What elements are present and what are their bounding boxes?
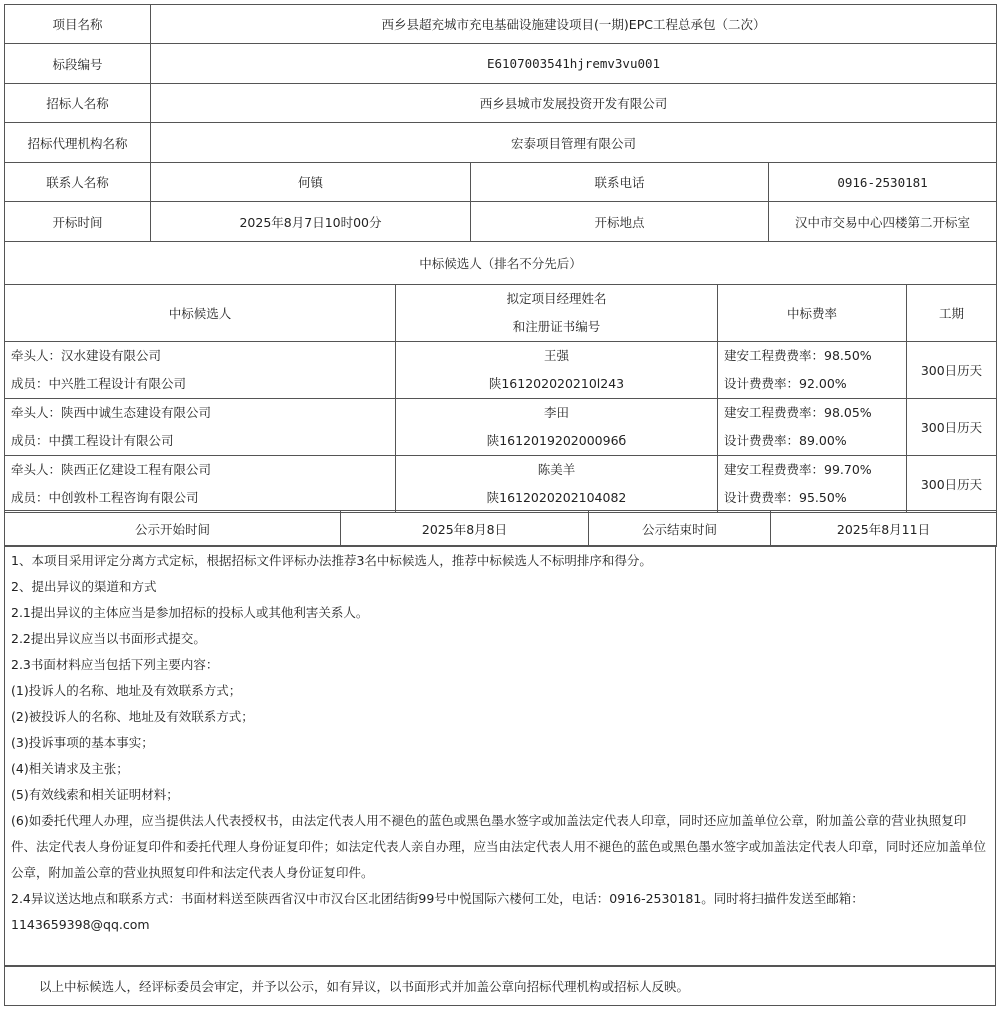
rate-cell xyxy=(718,399,907,456)
header-candidate: 中标候选人 xyxy=(5,285,396,342)
rate-design: 设计费费率：92.00% xyxy=(724,376,847,391)
note-item-5: (5)有效线索和相关证明材料； xyxy=(11,787,179,802)
candidate-cell xyxy=(5,456,396,513)
candidate-member: 成员：中撰工程设计有限公司 xyxy=(11,433,174,448)
manager-name: 陈美羊 xyxy=(537,462,576,477)
manager-cell xyxy=(396,342,718,399)
header-rate: 中标费率 xyxy=(718,285,907,342)
manager-cert: 陕1612020202104082 xyxy=(486,490,627,505)
candidate-lead: 牵头人：陕西正亿建设工程有限公司 xyxy=(11,462,212,477)
candidate-member: 成员：中兴胜工程设计有限公司 xyxy=(11,376,187,391)
candidate-lead: 牵头人：陕西中诚生态建设有限公司 xyxy=(11,405,212,420)
rate-design: 设计费费率：89.00% xyxy=(724,433,847,448)
header-manager xyxy=(396,285,718,342)
header-manager-line1: 拟定项目经理姓名 xyxy=(506,291,607,306)
rate-construction: 建安工程费费率：98.05% xyxy=(724,405,872,420)
note-2-3: 2.3书面材料应当包括下列主要内容： xyxy=(11,657,219,672)
note-2-4: 2.4异议送达地点和联系方式：书面材料送至陕西省汉中市汉台区北团结街99号中悦国际六楼何工处，电话：0916-2530181。同时将扫描件发送至邮箱：1143659398@qq.com xyxy=(11,891,864,932)
agency-label: 招标代理机构名称 xyxy=(5,123,151,163)
period-cell: 300日历天 xyxy=(907,342,997,399)
candidate-cell xyxy=(5,342,396,399)
manager-cert: 陕161201920200096б xyxy=(486,433,627,448)
candidates-table xyxy=(4,284,997,513)
section-number-value: E6107003541hjremv3vu001 xyxy=(151,44,997,84)
note-item-4: (4)相关请求及主张； xyxy=(11,761,129,776)
open-place-label: 开标地点 xyxy=(471,202,769,242)
manager-name: 王强 xyxy=(543,348,569,363)
contact-value: 何镇 xyxy=(151,163,471,202)
project-info-table xyxy=(4,4,997,285)
note-item-2: (2)被投诉人的名称、地址及有效联系方式； xyxy=(11,709,254,724)
rate-design: 设计费费率：95.50% xyxy=(724,490,847,505)
rate-cell xyxy=(718,456,907,513)
publicity-end-label: 公示结束时间 xyxy=(589,511,771,547)
publicity-start-label: 公示开始时间 xyxy=(5,511,341,547)
period-cell: 300日历天 xyxy=(907,399,997,456)
candidate-cell xyxy=(5,399,396,456)
rate-construction: 建安工程费费率：99.70% xyxy=(724,462,872,477)
contact-label: 联系人名称 xyxy=(5,163,151,202)
note-2-1: 2.1提出异议的主体应当是参加招标的投标人或其他利害关系人。 xyxy=(11,605,369,620)
publicity-table xyxy=(4,510,997,547)
tenderer-value: 西乡县城市发展投资开发有限公司 xyxy=(151,84,997,123)
open-place-value: 汉中市交易中心四楼第二开标室 xyxy=(769,202,997,242)
tenderer-label: 招标人名称 xyxy=(5,84,151,123)
note-item-1: (1)投诉人的名称、地址及有效联系方式； xyxy=(11,683,242,698)
section-number-label: 标段编号 xyxy=(5,44,151,84)
phone-value: 0916-2530181 xyxy=(769,163,997,202)
open-time-value: 2025年8月7日10时00分 xyxy=(151,202,471,242)
open-time-label: 开标时间 xyxy=(5,202,151,242)
publicity-start-value: 2025年8月8日 xyxy=(341,511,589,547)
project-name-value: 西乡县超充城市充电基础设施建设项目(一期)EPC工程总承包（二次） xyxy=(151,5,997,44)
note-2-2: 2.2提出异议应当以书面形式提交。 xyxy=(11,631,206,646)
table-row xyxy=(5,456,997,513)
manager-cell xyxy=(396,456,718,513)
notes-table xyxy=(4,545,996,967)
note-item-6: (6)如委托代理人办理，应当提供法人代表授权书，由法定代表人用不褪色的蓝色或黑色墨水签字或加盖法定代表人印章，同时还应加盖单位公章，附加盖公章的营业执照复印件、法定代表人身份证复印件和委托代理人身份证复印件；如法定代表人亲自办理，应当由法定代表人用不褪色的蓝色或黑色墨水签字或加盖法定代表人印章，同时还应加盖单位公章，附加盖公章的营业执照复印件和法定代表人身份证复印件。 xyxy=(11,813,987,880)
phone-label: 联系电话 xyxy=(471,163,769,202)
candidate-lead: 牵头人：汉水建设有限公司 xyxy=(11,348,162,363)
publicity-end-value: 2025年8月11日 xyxy=(771,511,997,547)
candidate-member: 成员：中创敦朴工程咨询有限公司 xyxy=(11,490,199,505)
manager-cert: 陕161202020210l243 xyxy=(488,376,625,391)
period-cell: 300日历天 xyxy=(907,456,997,513)
header-manager-line2: 和注册证书编号 xyxy=(512,319,601,334)
candidates-section-title: 中标候选人（排名不分先后） xyxy=(5,242,997,285)
agency-value: 宏泰项目管理有限公司 xyxy=(151,123,997,163)
rate-construction: 建安工程费费率：98.50% xyxy=(724,348,872,363)
manager-name: 李田 xyxy=(543,405,569,420)
footer-table xyxy=(4,965,996,1006)
table-row xyxy=(5,399,997,456)
header-period: 工期 xyxy=(907,285,997,342)
note-item-3: (3)投诉事项的基本事实； xyxy=(11,735,154,750)
note-2: 2、提出异议的渠道和方式 xyxy=(11,579,157,594)
project-name-label: 项目名称 xyxy=(5,5,151,44)
note-1: 1、本项目采用评定分离方式定标，根据招标文件评标办法推荐3名中标候选人，推荐中标候选人不标明排序和得分。 xyxy=(11,553,652,568)
table-row xyxy=(5,342,997,399)
notes-cell xyxy=(5,546,996,967)
rate-cell xyxy=(718,342,907,399)
footer-text: 以上中标候选人，经评标委员会审定，并予以公示，如有异议，以书面形式并加盖公章向招标代理机构或招标人反映。 xyxy=(5,966,996,1006)
manager-cell xyxy=(396,399,718,456)
